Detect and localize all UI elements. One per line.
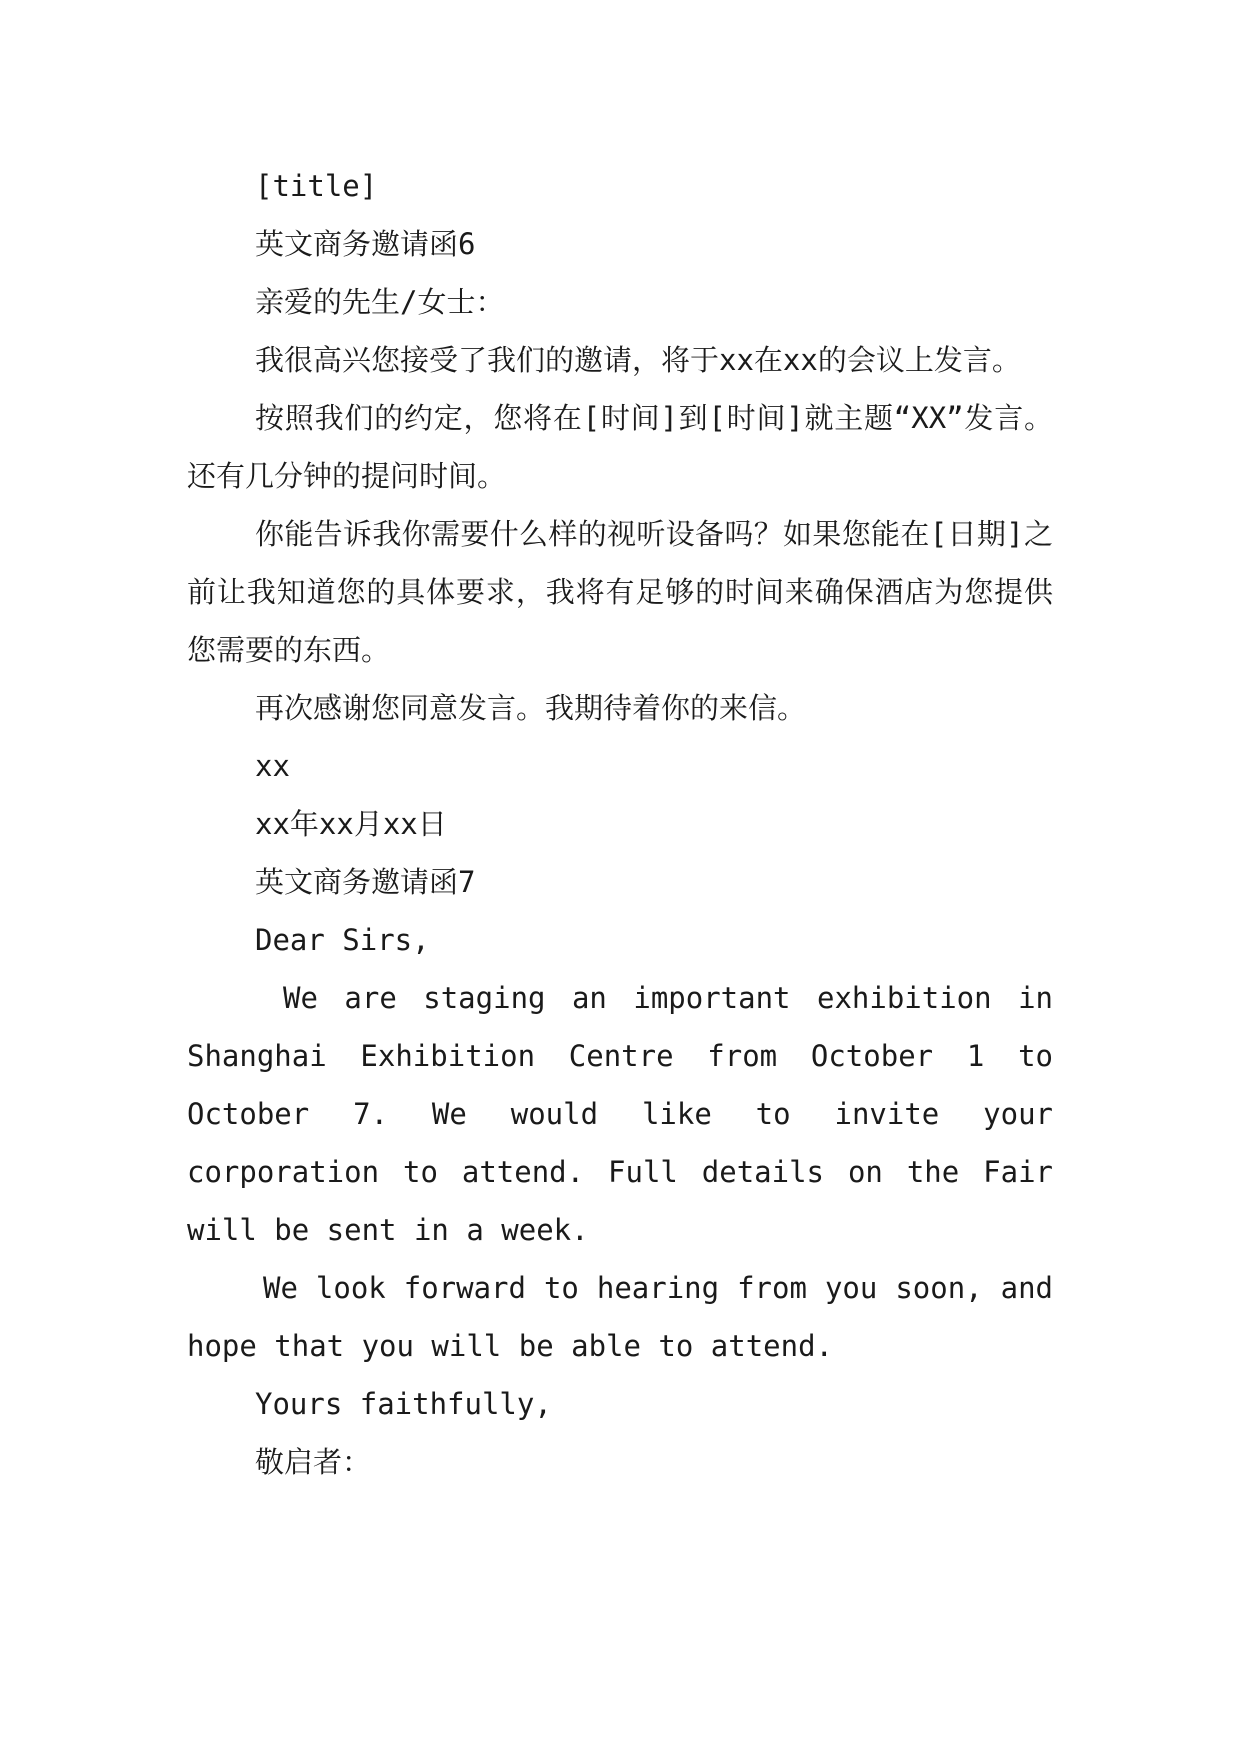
title-placeholder: [title]: [255, 169, 378, 203]
letter6-date: xx年xx月xx日: [255, 807, 447, 841]
letter6-heading: 英文商务邀请函6: [255, 227, 476, 261]
letter7-closing-cn: 敬启者：: [255, 1445, 372, 1479]
letter6-paragraph-1: 我很高兴您接受了我们的邀请，将于xx在xx的会议上发言。: [255, 343, 1021, 377]
letter7-paragraph-1: We are staging an important exhibition in Shanghai Exhibition Centre from October 1 to October 7. We would like to invite your corporation to attend. Full details on the Fair will be sent in a week.: [187, 981, 1053, 1247]
letter7-closing: Yours faithfully,: [255, 1387, 552, 1421]
letter7-paragraph-2: We look forward to hearing from you soon, and hope that you will be able to attend.: [187, 1271, 1053, 1363]
document-body: [187, 157, 1053, 1491]
letter6-paragraph-2: 按照我们的约定，您将在[时间]到[时间]就主题“XX”发言。还有几分钟的提问时间。: [187, 401, 1053, 493]
letter6-paragraph-3: 你能告诉我你需要什么样的视听设备吗？如果您能在[日期]之前让我知道您的具体要求，我将有足够的时间来确保酒店为您提供您需要的东西。: [187, 517, 1053, 667]
letter6-salutation: 亲爱的先生/女士：: [255, 285, 505, 319]
letter6-paragraph-4: 再次感谢您同意发言。我期待着你的来信。: [255, 691, 807, 725]
letter7-salutation: Dear Sirs,: [255, 923, 430, 957]
letter7-heading: 英文商务邀请函7: [255, 865, 476, 899]
letter6-signature: xx: [255, 749, 290, 783]
